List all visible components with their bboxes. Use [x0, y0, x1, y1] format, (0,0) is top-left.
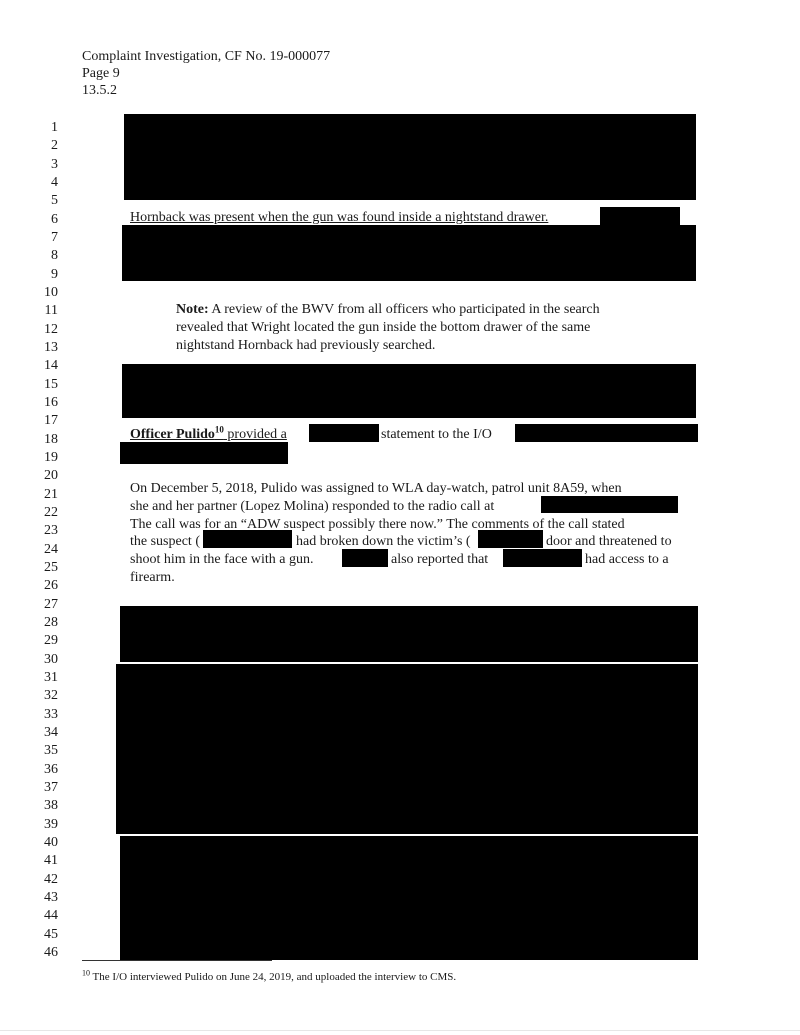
redaction-block — [122, 225, 696, 281]
line-number: 7 — [51, 230, 58, 245]
para-line-25c: had access to a — [585, 552, 669, 567]
line-number: 20 — [44, 468, 58, 483]
line-number: 34 — [44, 725, 58, 740]
line-number: 11 — [44, 303, 58, 318]
line-number: 9 — [51, 267, 58, 282]
line-number: 3 — [51, 157, 58, 172]
para-line-25b: also reported that — [391, 552, 489, 567]
page-number: Page 9 — [82, 66, 120, 81]
line-number: 22 — [44, 505, 58, 520]
line-number: 43 — [44, 890, 58, 905]
line-number: 21 — [44, 487, 58, 502]
redaction-block — [541, 496, 678, 513]
line-number: 18 — [44, 432, 58, 447]
line-number: 36 — [44, 762, 58, 777]
line-number: 37 — [44, 780, 58, 795]
line-number: 4 — [51, 175, 58, 190]
redaction-block — [120, 442, 288, 464]
redaction-block — [309, 424, 379, 442]
redaction-block — [600, 207, 680, 225]
line-number: 44 — [44, 908, 58, 923]
line-number: 30 — [44, 652, 58, 667]
line-number: 8 — [51, 248, 58, 263]
line-number: 23 — [44, 523, 58, 538]
redaction-block — [120, 836, 698, 960]
line-number: 25 — [44, 560, 58, 575]
line-number: 35 — [44, 743, 58, 758]
note-line-1 — [176, 302, 600, 318]
para-line-26: firearm. — [130, 570, 175, 585]
redaction-block — [124, 114, 696, 200]
line-number: 16 — [44, 395, 58, 410]
redaction-block — [342, 549, 388, 567]
doc-title: Complaint Investigation, CF No. 19-000077 — [82, 49, 331, 64]
line-number: 5 — [51, 193, 58, 208]
footnote: $^{10}$ The I/O interviewed Pulido on June 24, 2019, and uploaded the interview to CMS. — [82, 968, 457, 983]
line-number: 6 — [51, 212, 58, 227]
redaction-block — [122, 364, 696, 418]
line-number: 33 — [44, 707, 58, 722]
pulido-line-b: statement to the I/O — [381, 427, 492, 442]
line-number: 17 — [44, 413, 58, 428]
pulido-line-a: Officer Pulido$^{10}$ provided a — [130, 424, 287, 442]
line-number: 2 — [51, 138, 58, 153]
redaction-block — [116, 664, 698, 834]
line-number: 46 — [44, 945, 58, 960]
section-number: 13.5.2 — [82, 83, 117, 98]
line-number: 38 — [44, 798, 58, 813]
line-number: 10 — [44, 285, 58, 300]
footnote-ref: 10 — [214, 424, 224, 435]
note-text: A review of the BWV from all officers who participated in the search — [208, 302, 600, 317]
redaction-block — [120, 606, 698, 662]
line-number: 12 — [44, 322, 58, 337]
officer-name: Officer Pulido$^{10}$ — [130, 424, 224, 442]
line-number: 24 — [44, 542, 58, 557]
para-line-23: The call was for an “ADW suspect possibly there now.” The comments of the call stated — [130, 517, 625, 532]
redaction-block — [515, 424, 698, 442]
line-number: 26 — [44, 578, 58, 593]
line-number: 1 — [51, 120, 58, 135]
footnote-rule — [82, 960, 272, 961]
line-number: 32 — [44, 688, 58, 703]
page-edge — [0, 1030, 800, 1031]
para-line-24b: had broken down the victim’s ( — [296, 534, 471, 549]
body-line-6: Hornback was present when the gun was found inside a nightstand drawer. — [130, 210, 549, 225]
para-line-25a: shoot him in the face with a gun. — [130, 552, 314, 567]
note-line-3: nightstand Hornback had previously searched. — [176, 338, 436, 353]
line-number: 39 — [44, 817, 58, 832]
line-number: 13 — [44, 340, 58, 355]
para-line-24a: the suspect ( — [130, 534, 200, 549]
line-number: 15 — [44, 377, 58, 392]
redaction-block — [503, 549, 582, 567]
line-number: 19 — [44, 450, 58, 465]
note-line-2: revealed that Wright located the gun inside the bottom drawer of the same — [176, 320, 591, 335]
line-number: 31 — [44, 670, 58, 685]
line-number: 42 — [44, 872, 58, 887]
para-line-21: On December 5, 2018, Pulido was assigned to WLA day-watch, patrol unit 8A59, when — [130, 481, 622, 496]
line-number: 27 — [44, 597, 58, 612]
line-number: 28 — [44, 615, 58, 630]
para-line-22: she and her partner (Lopez Molina) responded to the radio call at — [130, 499, 495, 514]
note-label: Note: — [176, 302, 209, 317]
line-number: 29 — [44, 633, 58, 648]
line-number: 40 — [44, 835, 58, 850]
line-number: 45 — [44, 927, 58, 942]
line-number: 14 — [44, 358, 58, 373]
para-line-24c: door and threatened to — [546, 534, 672, 549]
line-number: 41 — [44, 853, 58, 868]
